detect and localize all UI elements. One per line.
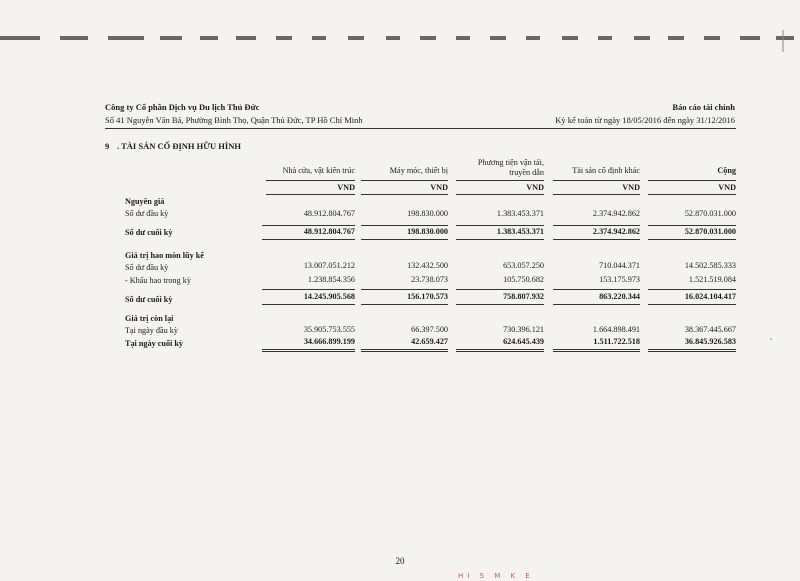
table-cell: 730.396.121 [503,325,544,334]
table-cell: 52.870.031.000 [684,227,736,236]
report-period: Kỳ kế toán từ ngày 18/05/2016 đến ngày 31/12/2016 [555,115,735,125]
scan-speck [770,338,772,340]
table-cell: 66.397.500 [411,325,448,334]
unit-rule [456,180,544,181]
handwritten-marks: HI S M K E [458,572,534,580]
total-rule [361,239,448,240]
table-cell: 132.432.500 [407,261,448,270]
table-cell: 14.245.905.568 [303,292,355,301]
column-header-other-assets: Tài sản cố định khác [572,166,640,175]
column-header-machinery: Máy móc, thiết bị [389,166,448,175]
unit-rule [648,194,736,195]
unit-rule [456,194,544,195]
subtotal-rule [262,225,355,226]
row-label: Số dư đầu kỳ [125,263,169,272]
table-cell: 42.659.427 [411,337,448,346]
total-rule [456,239,544,240]
company-name: Công ty Cổ phần Dịch vụ Du lịch Thủ Đức [105,102,260,112]
table-cell: 153.175.973 [599,275,640,284]
binder-edge [0,34,800,44]
table-cell: 35.905.753.555 [303,325,355,334]
total-rule [456,351,544,352]
row-label: Số dư đầu kỳ [125,209,169,218]
subtotal-rule [553,225,640,226]
total-rule [648,349,736,350]
table-cell: 710.044.371 [599,261,640,270]
table-cell: 48.912.804.767 [303,209,355,218]
table-cell: 105.750.682 [503,275,544,284]
unit-rule [361,180,448,181]
table-cell: 34.666.899.199 [303,337,355,346]
section-number: 9 [105,141,110,151]
unit-rule [361,194,448,195]
unit-rule [553,194,640,195]
header-rule [105,128,736,129]
column-header-transport: Phương tiện vận tải, truyền dẫn [477,158,544,177]
unit-rule [266,180,355,181]
row-label: Tại ngày cuối kỳ [125,339,184,348]
table-cell: 36.845.926.583 [684,337,736,346]
subtotal-rule [456,225,544,226]
group-heading-cost: Nguyên giá [125,197,165,206]
total-rule [553,239,640,240]
unit-rule [553,180,640,181]
table-cell: 1.664.898.491 [592,325,640,334]
table-cell: 2.374.942.862 [592,209,640,218]
table-cell: 14.502.585.333 [684,261,736,270]
row-label: Số dư cuối kỳ [125,228,173,237]
total-rule [361,304,448,305]
total-rule [648,304,736,305]
table-cell: 13.007.051.212 [303,261,355,270]
company-address: Số 41 Nguyễn Văn Bá, Phường Bình Thọ, Quận Thủ Đức, TP Hồ Chí Minh [105,115,363,125]
group-heading-net-value: Giá trị còn lại [125,314,174,323]
column-header-total: Cộng [717,166,736,175]
table-cell: 16.024.104.417 [684,292,736,301]
subtotal-rule [456,289,544,290]
report-title: Báo cáo tài chính [672,102,735,112]
page-number: 20 [395,556,405,566]
unit-label: VND [337,183,355,192]
unit-label: VND [718,183,736,192]
table-cell: 198.830.000 [407,227,448,236]
subtotal-rule [262,289,355,290]
total-rule [553,304,640,305]
total-rule [262,239,355,240]
unit-rule [648,180,736,181]
section-title-text: . TÀI SẢN CỐ ĐỊNH HỮU HÌNH [117,141,241,151]
table-cell: 23.738.073 [411,275,448,284]
total-rule [361,351,448,352]
total-rule [456,349,544,350]
section-title [105,141,241,151]
table-cell: 1.383.453.371 [496,209,544,218]
table-cell: 156.170.573 [407,292,448,301]
total-rule [648,351,736,352]
total-rule [262,349,355,350]
total-rule [553,351,640,352]
row-label: Số dư cuối kỳ [125,295,173,304]
row-label: Tại ngày đầu kỳ [125,326,178,335]
unit-label: VND [526,183,544,192]
total-rule [553,349,640,350]
table-cell: 52.870.031.000 [684,209,736,218]
table-cell: 198.830.000 [407,209,448,218]
table-cell: 863.220.344 [599,292,640,301]
table-cell: 1.238.854.356 [307,275,355,284]
table-cell: 1.383.453.371 [496,227,544,236]
total-rule [361,349,448,350]
subtotal-rule [361,225,448,226]
total-rule [456,304,544,305]
subtotal-rule [648,225,736,226]
total-rule [262,351,355,352]
table-cell: 653.057.250 [503,261,544,270]
total-rule [262,304,355,305]
subtotal-rule [648,289,736,290]
unit-label: VND [430,183,448,192]
table-cell: 1.521.519.084 [688,275,736,284]
table-cell: 1.511.722.518 [593,337,640,346]
table-cell: 2.374.942.862 [592,227,640,236]
table-cell: 38.367.445.667 [684,325,736,334]
table-cell: 48.912.804.767 [303,227,355,236]
unit-rule [266,194,355,195]
column-header-buildings: Nhà cửa, vật kiến trúc [282,166,355,175]
subtotal-rule [361,289,448,290]
unit-label: VND [622,183,640,192]
group-heading-depreciation: Giá trị hao mòn lũy kế [125,251,204,260]
table-cell: 624.645.439 [503,337,544,346]
table-cell: 758.807.932 [503,292,544,301]
total-rule [648,239,736,240]
subtotal-rule [553,289,640,290]
row-label: - Khấu hao trong kỳ [125,276,191,285]
scan-speck [782,30,784,52]
